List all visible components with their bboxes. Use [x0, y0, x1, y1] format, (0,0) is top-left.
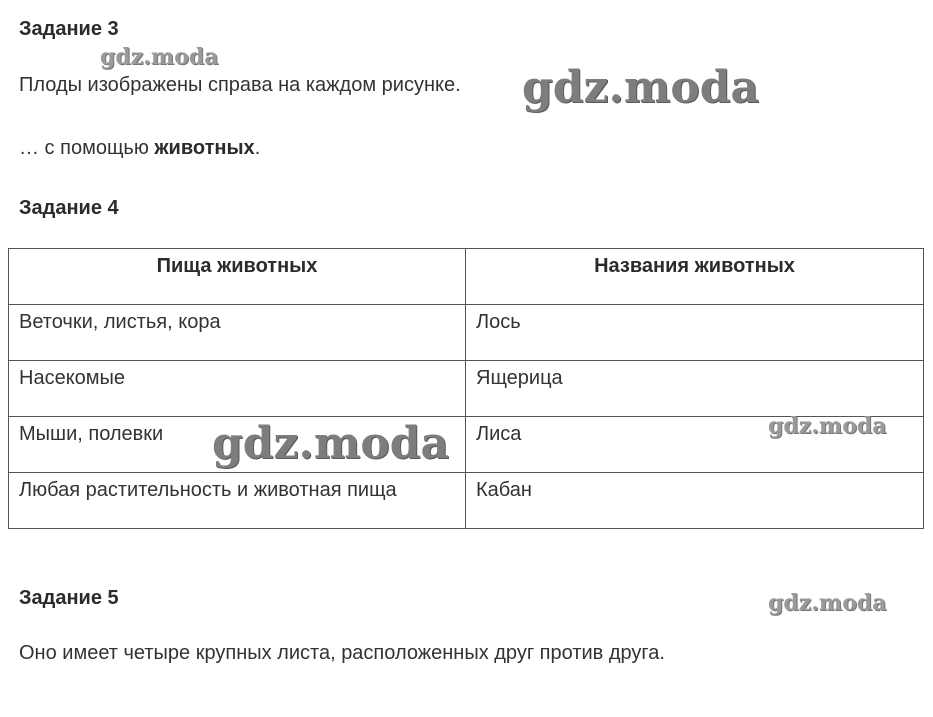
header-animal-names: Названия животных	[466, 249, 924, 305]
animal-cell: Кабан	[466, 473, 924, 529]
task4-heading: Задание 4	[19, 197, 119, 219]
animal-cell: Лиса	[466, 417, 924, 473]
watermark-logo: gdz.moda	[768, 413, 887, 439]
task3-heading: Задание 3	[19, 18, 119, 40]
animals-food-table	[8, 248, 924, 529]
table-row	[9, 361, 924, 417]
task5-answer: Оно имеет четыре крупных листа, расположенных друг против друга.	[19, 642, 665, 664]
table-row	[9, 417, 924, 473]
table-row	[9, 305, 924, 361]
task3-line2-suffix: .	[254, 137, 261, 159]
watermark-logo: gdz.moda	[522, 62, 760, 113]
animal-cell: Ящерица	[466, 361, 924, 417]
watermark-logo: gdz.moda	[212, 418, 450, 469]
task3-answer-line2	[19, 135, 260, 161]
food-cell: Мыши, полевки	[9, 417, 466, 473]
food-cell: Насекомые	[9, 361, 466, 417]
watermark-logo: gdz.moda	[768, 590, 887, 616]
animal-cell: Лось	[466, 305, 924, 361]
food-cell: Любая растительность и животная пища	[9, 473, 466, 529]
header-food: Пища животных	[9, 249, 466, 305]
food-cell: Веточки, листья, кора	[9, 305, 466, 361]
watermark-logo: gdz.moda	[100, 44, 219, 70]
table-header-row	[9, 249, 924, 305]
task5-heading: Задание 5	[19, 587, 119, 609]
task3-line2-bold: животных	[154, 137, 255, 159]
table-row	[9, 473, 924, 529]
task3-line2-prefix: … с помощью	[19, 137, 155, 159]
task3-answer-line1: Плоды изображены справа на каждом рисунке.	[19, 74, 461, 96]
